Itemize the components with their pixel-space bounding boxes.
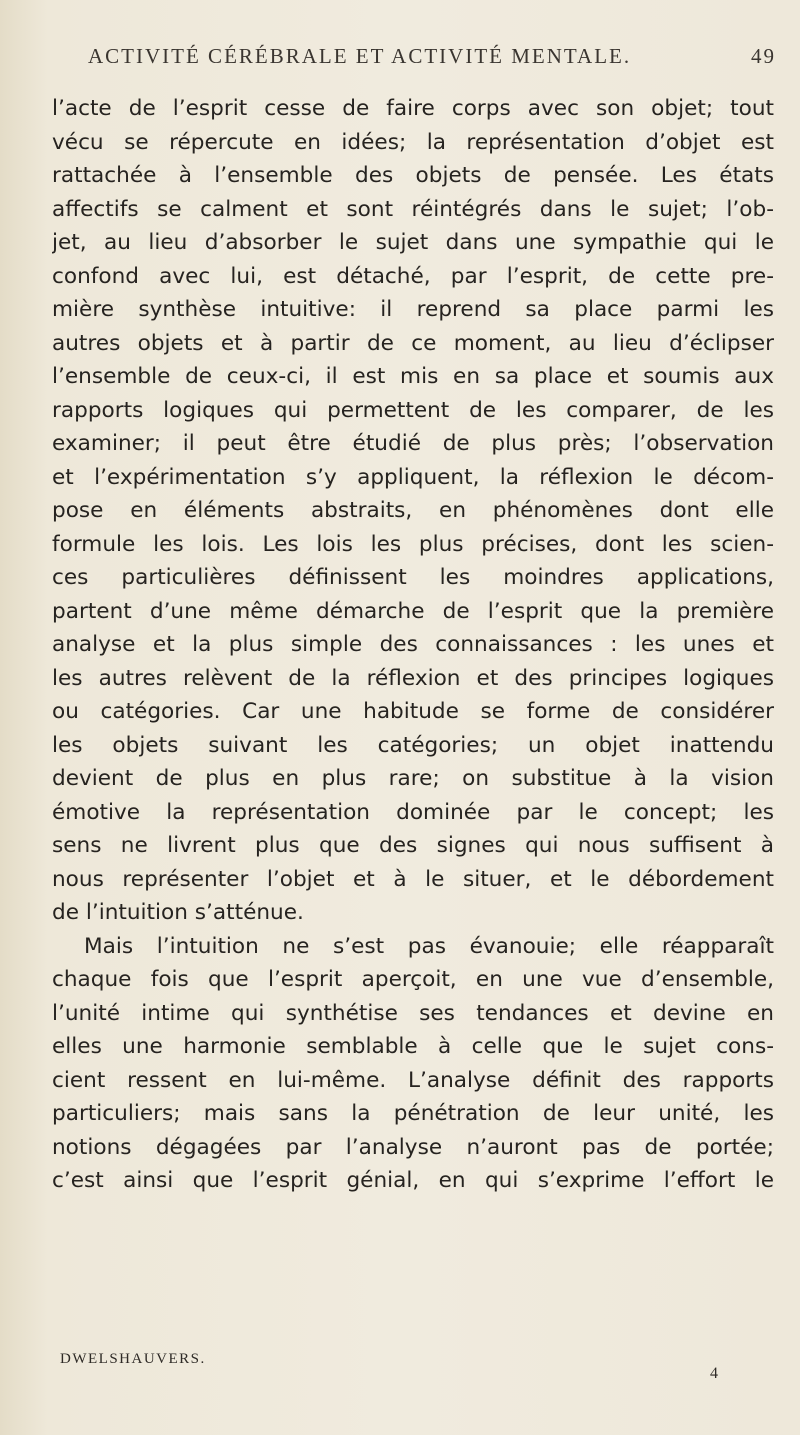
text-line: particuliers; mais sans la pénétration de leur unité, les <box>52 1101 774 1126</box>
text-line: examiner; il peut être étudié de plus près; l’observation <box>52 431 774 456</box>
text-line: partent d’une même démarche de l’esprit que la première <box>52 598 774 624</box>
text-line: l’unité intime qui synthétise ses tendances et devine en <box>52 1000 774 1026</box>
text-line: affectifs se calment et sont réintégrés dans le sujet; l’ob- <box>52 196 774 222</box>
text-line: chaque fois que l’esprit aperçoit, en une vue d’ensemble, <box>52 967 774 992</box>
text-line: l’acte de l’esprit cesse de faire corps avec son objet; tout <box>52 96 774 121</box>
paragraph-end-line: de l’intuition s’atténue. <box>52 900 304 925</box>
text-line: sens ne livrent plus que des signes qui nous suffisent à <box>52 833 774 858</box>
text-line: l’ensemble de ceux-ci, il est mis en sa place et soumis aux <box>52 364 774 389</box>
body-text <box>52 92 774 1198</box>
text-line: devient de plus en plus rare; on substitue à la vision <box>52 766 774 791</box>
text-line: vécu se répercute en idées; la représentation d’objet est <box>52 129 774 155</box>
text-line: confond avec lui, est détaché, par l’esprit, de cette pre- <box>52 263 774 289</box>
text-line: les autres relèvent de la réflexion et des principes logiques <box>52 665 774 691</box>
sheet-number: 4 <box>710 1365 718 1382</box>
text-line: ou catégories. Car une habitude se forme de considérer <box>52 699 774 724</box>
text-line: c’est ainsi que l’esprit génial, en qui s’exprime l’effort le <box>52 1168 774 1193</box>
text-line: les objets suivant les catégories; un objet inattendu <box>52 732 774 758</box>
text-line: jet, au lieu d’absorber le sujet dans une sympathie qui le <box>52 230 774 255</box>
page-number: 49 <box>751 44 776 68</box>
text-line: cient ressent en lui-même. L’analyse définit des rapports <box>52 1067 774 1093</box>
text-line: nous représenter l’objet et à le situer, et le débordement <box>52 866 774 892</box>
printer-signature: DWELSHAUVERS. <box>60 1351 206 1367</box>
text-line: formule les lois. Les lois les plus précises, dont les scien- <box>52 531 774 557</box>
paragraph-start-line: Mais l’intuition ne s’est pas évanouie; elle réapparaît <box>84 933 774 959</box>
text-line: elles une harmonie semblable à celle que le sujet cons- <box>52 1034 774 1059</box>
text-line: mière synthèse intuitive: il reprend sa place parmi les <box>52 297 774 322</box>
text-line: ces particulières définissent les moindres applications, <box>52 565 774 590</box>
text-line: émotive la représentation dominée par le concept; les <box>52 799 774 825</box>
text-line: pose en éléments abstraits, en phénomènes dont elle <box>52 498 774 523</box>
text-line: et l’expérimentation s’y appliquent, la réflexion le décom- <box>52 464 774 490</box>
text-line: analyse et la plus simple des connaissances : les unes et <box>52 632 774 657</box>
text-line: autres objets et à partir de ce moment, au lieu d’éclipser <box>52 330 774 356</box>
text-line: notions dégagées par l’analyse n’auront pas de portée; <box>52 1134 774 1160</box>
text-line: rattachée à l’ensemble des objets de pensée. Les états <box>52 163 774 188</box>
running-head <box>88 44 776 72</box>
running-title: ACTIVITÉ CÉRÉBRALE ET ACTIVITÉ MENTALE. <box>88 44 632 68</box>
text-line: rapports logiques qui permettent de les comparer, de les <box>52 397 774 423</box>
